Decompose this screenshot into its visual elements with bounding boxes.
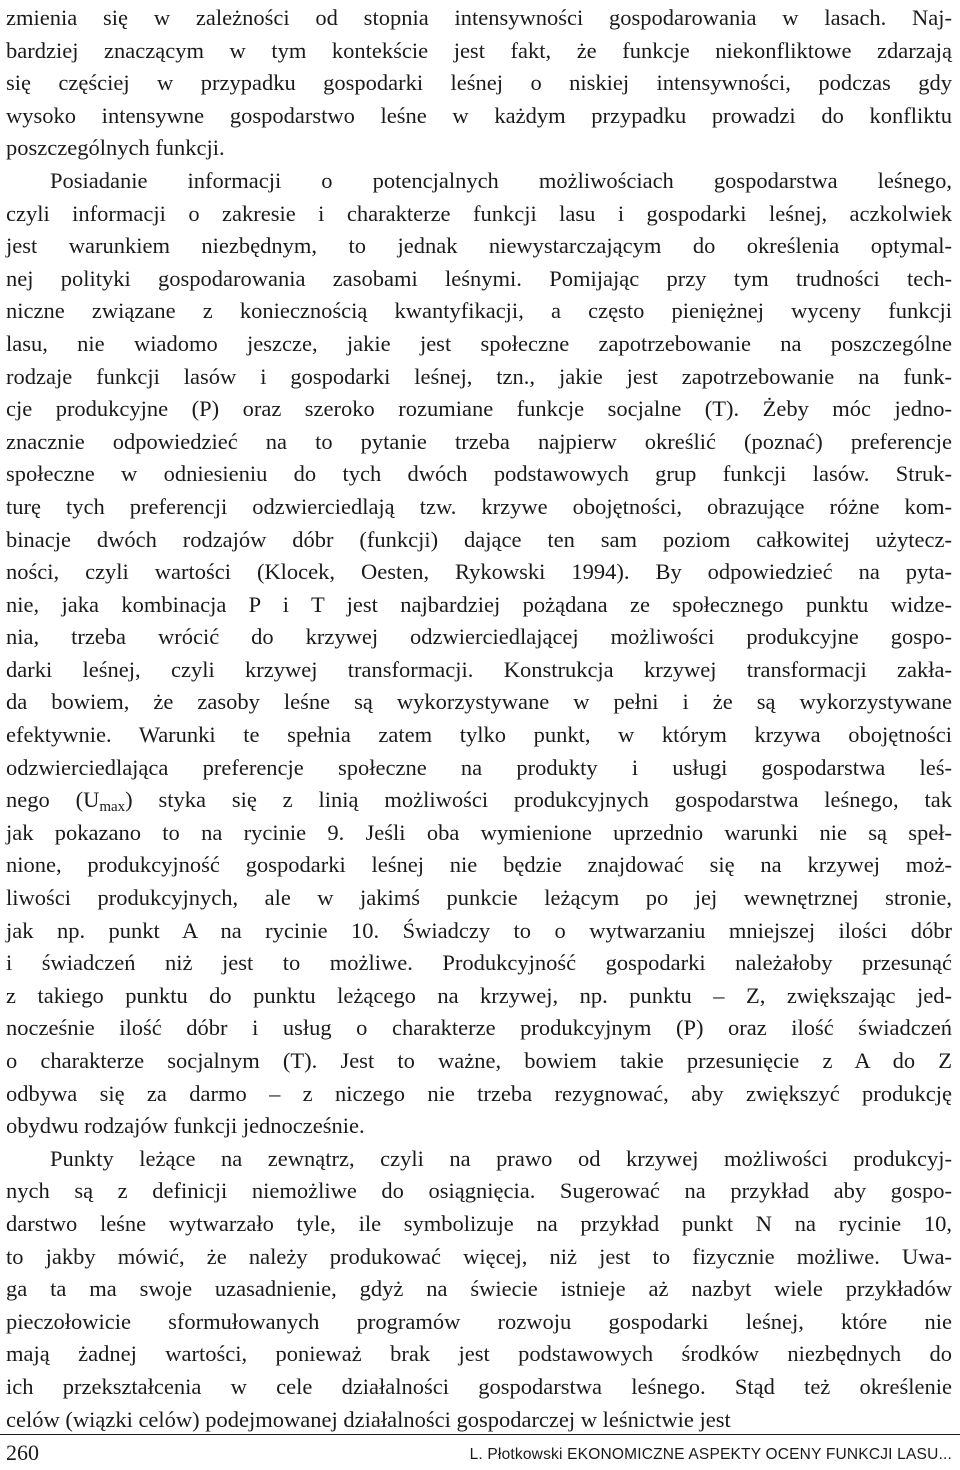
text-line: i świadczeń niż jest to możliwe. Produkcyjność gospodarki należałoby przesunąć <box>6 950 952 976</box>
text-line: o charakterze socjalnym (T). Jest to ważne, bowiem takie przesunięcie z A do Z <box>6 1048 952 1073</box>
text-fragment: nego (U <box>6 787 100 813</box>
text-line: zmienia się w zależności od stopnia intensywności gospodarowania w lasach. Naj- <box>6 5 952 30</box>
text-line: Punkty leżące na zewnątrz, czyli na prawo od krzywej możliwości produkcyj- <box>50 1145 952 1171</box>
text-line: czyli informacji o zakresie i charakterze funkcji lasu i gospodarki leśnej, aczkolwiek <box>6 200 952 226</box>
text-line: znacznie odpowiedzieć na to pytanie trzeba najpierw określić (poznać) preferencje <box>6 428 952 454</box>
text-line: poszczególnych funkcji. <box>6 135 225 161</box>
text-line: rodzaje funkcji lasów i gospodarki leśnej, tzn., jakie jest zapotrzebowanie na funk- <box>6 363 952 389</box>
text-line: ich przekształcenia w cele działalności gospodarstwa leśnego. Stąd też określenie <box>6 1373 952 1399</box>
text-line: nia, trzeba wrócić do krzywej odzwierciedlającej możliwości produkcyjne gospo- <box>6 624 952 650</box>
text-line: to jakby mówić, że należy produkować więcej, niż jest to fizycznie możliwe. Uwa- <box>6 1243 952 1269</box>
text-line: efektywnie. Warunki te spełnia zatem tylko punkt, w którym krzywa obojętności <box>6 722 952 748</box>
text-line: liwości produkcyjnych, ale w jakimś punkcie leżącym po jej wewnętrznej stronie, <box>6 885 952 911</box>
text-line: turę tych preferencji odzwierciedlają tzw. krzywe obojętności, obrazujące różne kom- <box>6 493 952 519</box>
page-number: 260 <box>6 1440 39 1465</box>
footer-rule <box>0 1434 960 1435</box>
text-line: odzwierciedlająca preferencje społeczne na produkty i usługi gospodarstwa leś- <box>6 754 952 780</box>
text-line: nione, produkcyjność gospodarki leśnej nie będzie znajdować się na krzywej moż- <box>6 852 952 878</box>
text-line: ga ta ma swoje uzasadnienie, gdyż na świecie istnieje aż nazbyt wiele przykładów <box>6 1276 952 1302</box>
paragraph-2 <box>6 165 952 1143</box>
text-line: darstwo leśne wytwarzało tyle, ile symbolizuje na przykład punkt N na rycinie 10, <box>6 1210 952 1236</box>
subscript-max: max <box>99 799 126 816</box>
page-footer <box>6 1438 952 1468</box>
text-line: nie, jaka kombinacja P i T jest najbardziej pożądana ze społecznego punktu widze- <box>6 591 952 617</box>
text-line: odbywa się za darmo – z niczego nie trzeba rezygnować, aby zwiększyć produkcję <box>6 1080 952 1106</box>
text-line: wysoko intensywne gospodarstwo leśne w każdym przypadku prowadzi do konfliktu <box>6 102 952 128</box>
text-line: z takiego punktu do punktu leżącego na krzywej, np. punktu – Z, zwiększając jed- <box>6 982 952 1008</box>
text-line: się częściej w przypadku gospodarki leśnej o niskiej intensywności, podczas gdy <box>6 70 952 96</box>
text-line: jak pokazano to na rycinie 9. Jeśli oba wymienione uprzednio warunki nie są speł- <box>6 819 952 845</box>
text-line: jest warunkiem niezbędnym, to jednak niewystarczającym do określenia optymal- <box>6 233 952 259</box>
text-line: darki leśnej, czyli krzywej transformacji. Konstrukcja krzywej transformacji zakła- <box>6 656 952 682</box>
text-line: nych są z definicji niemożliwe do osiągnięcia. Sugerować na przykład aby gospo- <box>6 1178 952 1204</box>
text-line: da bowiem, że zasoby leśne są wykorzystywane w pełni i że są wykorzystywane <box>6 689 952 715</box>
paragraph-1 <box>6 2 952 165</box>
text-line: pieczołowicie sformułowanych programów rozwoju gospodarki leśnej, które nie <box>6 1308 952 1334</box>
text-line: cje produkcyjne (P) oraz szeroko rozumiane funkcje socjalne (T). Żeby móc jedno- <box>6 396 952 422</box>
text-fragment: ) styka się z linią możliwości produkcyjnych gospodarstwa leśnego, tak <box>125 787 952 813</box>
text-line: binacje dwóch rodzajów dóbr (funkcji) dające ten sam poziom całkowitej użytecz- <box>6 526 952 552</box>
page-body <box>6 2 952 1436</box>
text-line: nej polityki gospodarowania zasobami leśnymi. Pomijając przy tym trudności tech- <box>6 265 952 291</box>
text-line: ności, czyli wartości (Klocek, Oesten, Rykowski 1994). By odpowiedzieć na pyta- <box>6 559 952 585</box>
text-line <box>6 784 952 817</box>
running-title: L. Płotkowski EKONOMICZNE ASPEKTY OCENY FUNKCJI LASU... <box>469 1446 952 1463</box>
text-line: mają żadnej wartości, ponieważ brak jest podstawowych środków niezbędnych do <box>6 1341 952 1367</box>
text-line: nocześnie ilość dóbr i usług o charakterze produkcyjnym (P) oraz ilość świadczeń <box>6 1015 952 1041</box>
text-line: Posiadanie informacji o potencjalnych możliwościach gospodarstwa leśnego, <box>50 167 952 193</box>
text-line: obydwu rodzajów funkcji jednocześnie. <box>6 1113 365 1139</box>
text-line: celów (wiązki celów) podejmowanej działalności gospodarczej w leśnictwie jest <box>6 1406 731 1432</box>
text-line: niczne związane z koniecznością kwantyfikacji, a często pieniężnej wyceny funkcji <box>6 298 952 324</box>
text-line: bardziej znaczącym w tym kontekście jest fakt, że funkcje niekonfliktowe zdarzają <box>6 37 952 63</box>
text-line: społeczne w odniesieniu do tych dwóch podstawowych grup funkcji lasów. Struk- <box>6 461 952 487</box>
text-line: lasu, nie wiadomo jeszcze, jakie jest społeczne zapotrzebowanie na poszczególne <box>6 330 952 356</box>
paragraph-3 <box>6 1143 952 1436</box>
text-line: jak np. punkt A na rycinie 10. Świadczy to o wytwarzaniu mniejszej ilości dóbr <box>6 917 952 943</box>
